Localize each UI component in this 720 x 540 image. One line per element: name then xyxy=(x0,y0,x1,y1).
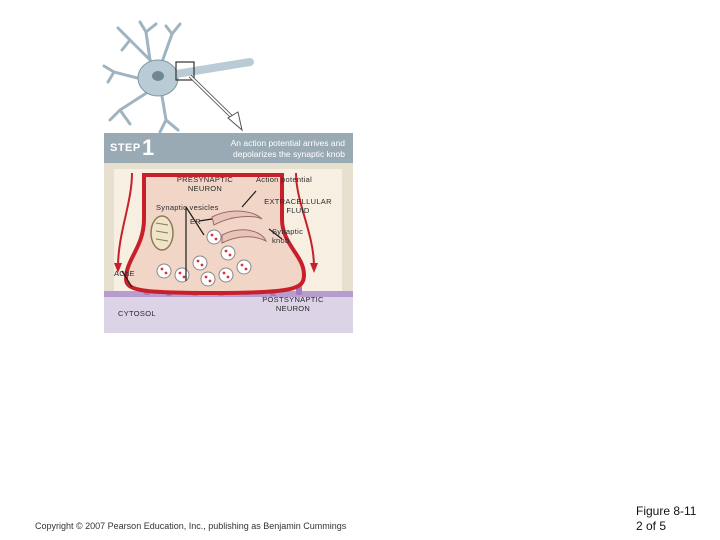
neuron-illustration xyxy=(100,20,260,135)
figure-caption xyxy=(636,504,696,534)
label-presynaptic-neuron: PRESYNAPTIC NEURON xyxy=(176,175,234,193)
figure-page: 2 of 5 xyxy=(636,519,667,533)
mitochondrion xyxy=(151,216,173,250)
label-ache: AChE xyxy=(114,269,135,278)
figure-number: Figure 8-11 xyxy=(636,504,697,518)
step-panel xyxy=(104,133,353,333)
label-postsynaptic-neuron: POSTSYNAPTIC NEURON xyxy=(262,295,324,313)
step-word: STEP xyxy=(110,142,141,154)
copyright-text: Copyright © 2007 Pearson Education, Inc., publishing as Benjamin Cummings xyxy=(35,521,347,531)
step-number: 1 xyxy=(142,135,155,160)
label-action-potential: Action potential xyxy=(256,175,313,184)
label-extracellular-fluid: EXTRACELLULAR FLUID xyxy=(264,197,332,215)
label-synaptic-vesicles: Synaptic vesicles xyxy=(156,203,219,212)
step-description: An action potential arrives and depolarizes the synaptic knob xyxy=(230,138,345,159)
label-synaptic-knob: Synaptic knob xyxy=(272,227,304,245)
label-cytosol: CYTOSOL xyxy=(118,309,156,318)
label-er: ER xyxy=(190,217,202,226)
step-header xyxy=(104,133,353,163)
